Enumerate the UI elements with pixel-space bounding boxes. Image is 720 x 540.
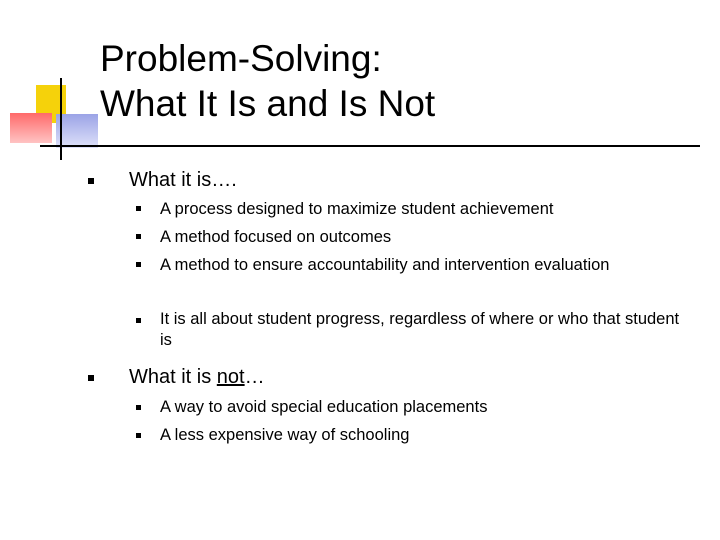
bullet-square-icon — [136, 206, 141, 211]
list-item: A process designed to maximize student achievement — [160, 200, 554, 218]
title-underline-rule — [40, 145, 700, 147]
heading-post: … — [244, 366, 265, 388]
section-heading-what-it-is: What it is…. — [129, 169, 237, 191]
section-heading-what-it-is-not — [129, 365, 265, 389]
decor-blue-block — [56, 114, 98, 148]
title-line-2: What It Is and Is Not — [100, 83, 436, 124]
decor-red-block — [10, 113, 52, 143]
list-item: A less expensive way of schooling — [160, 426, 410, 444]
bullet-square-icon — [136, 433, 141, 438]
bullet-square-icon — [136, 262, 141, 267]
decor-vertical-line — [60, 78, 62, 160]
list-item: A method to ensure accountability and intervention evaluation — [160, 256, 610, 274]
bullet-square-icon — [136, 318, 141, 323]
heading-pre: What it is — [129, 366, 217, 388]
list-item: A method focused on outcomes — [160, 228, 392, 246]
heading-underlined-not: not — [216, 366, 245, 388]
title-line-1: Problem-Solving: — [100, 38, 382, 79]
bullet-square-icon — [88, 178, 94, 184]
list-item: It is all about student progress, regardless of where or who that student is — [160, 310, 680, 349]
bullet-square-icon — [88, 375, 94, 381]
bullet-square-icon — [136, 234, 141, 239]
bullet-square-icon — [136, 405, 141, 410]
slide-title — [100, 36, 435, 126]
list-item: A way to avoid special education placements — [160, 398, 488, 416]
